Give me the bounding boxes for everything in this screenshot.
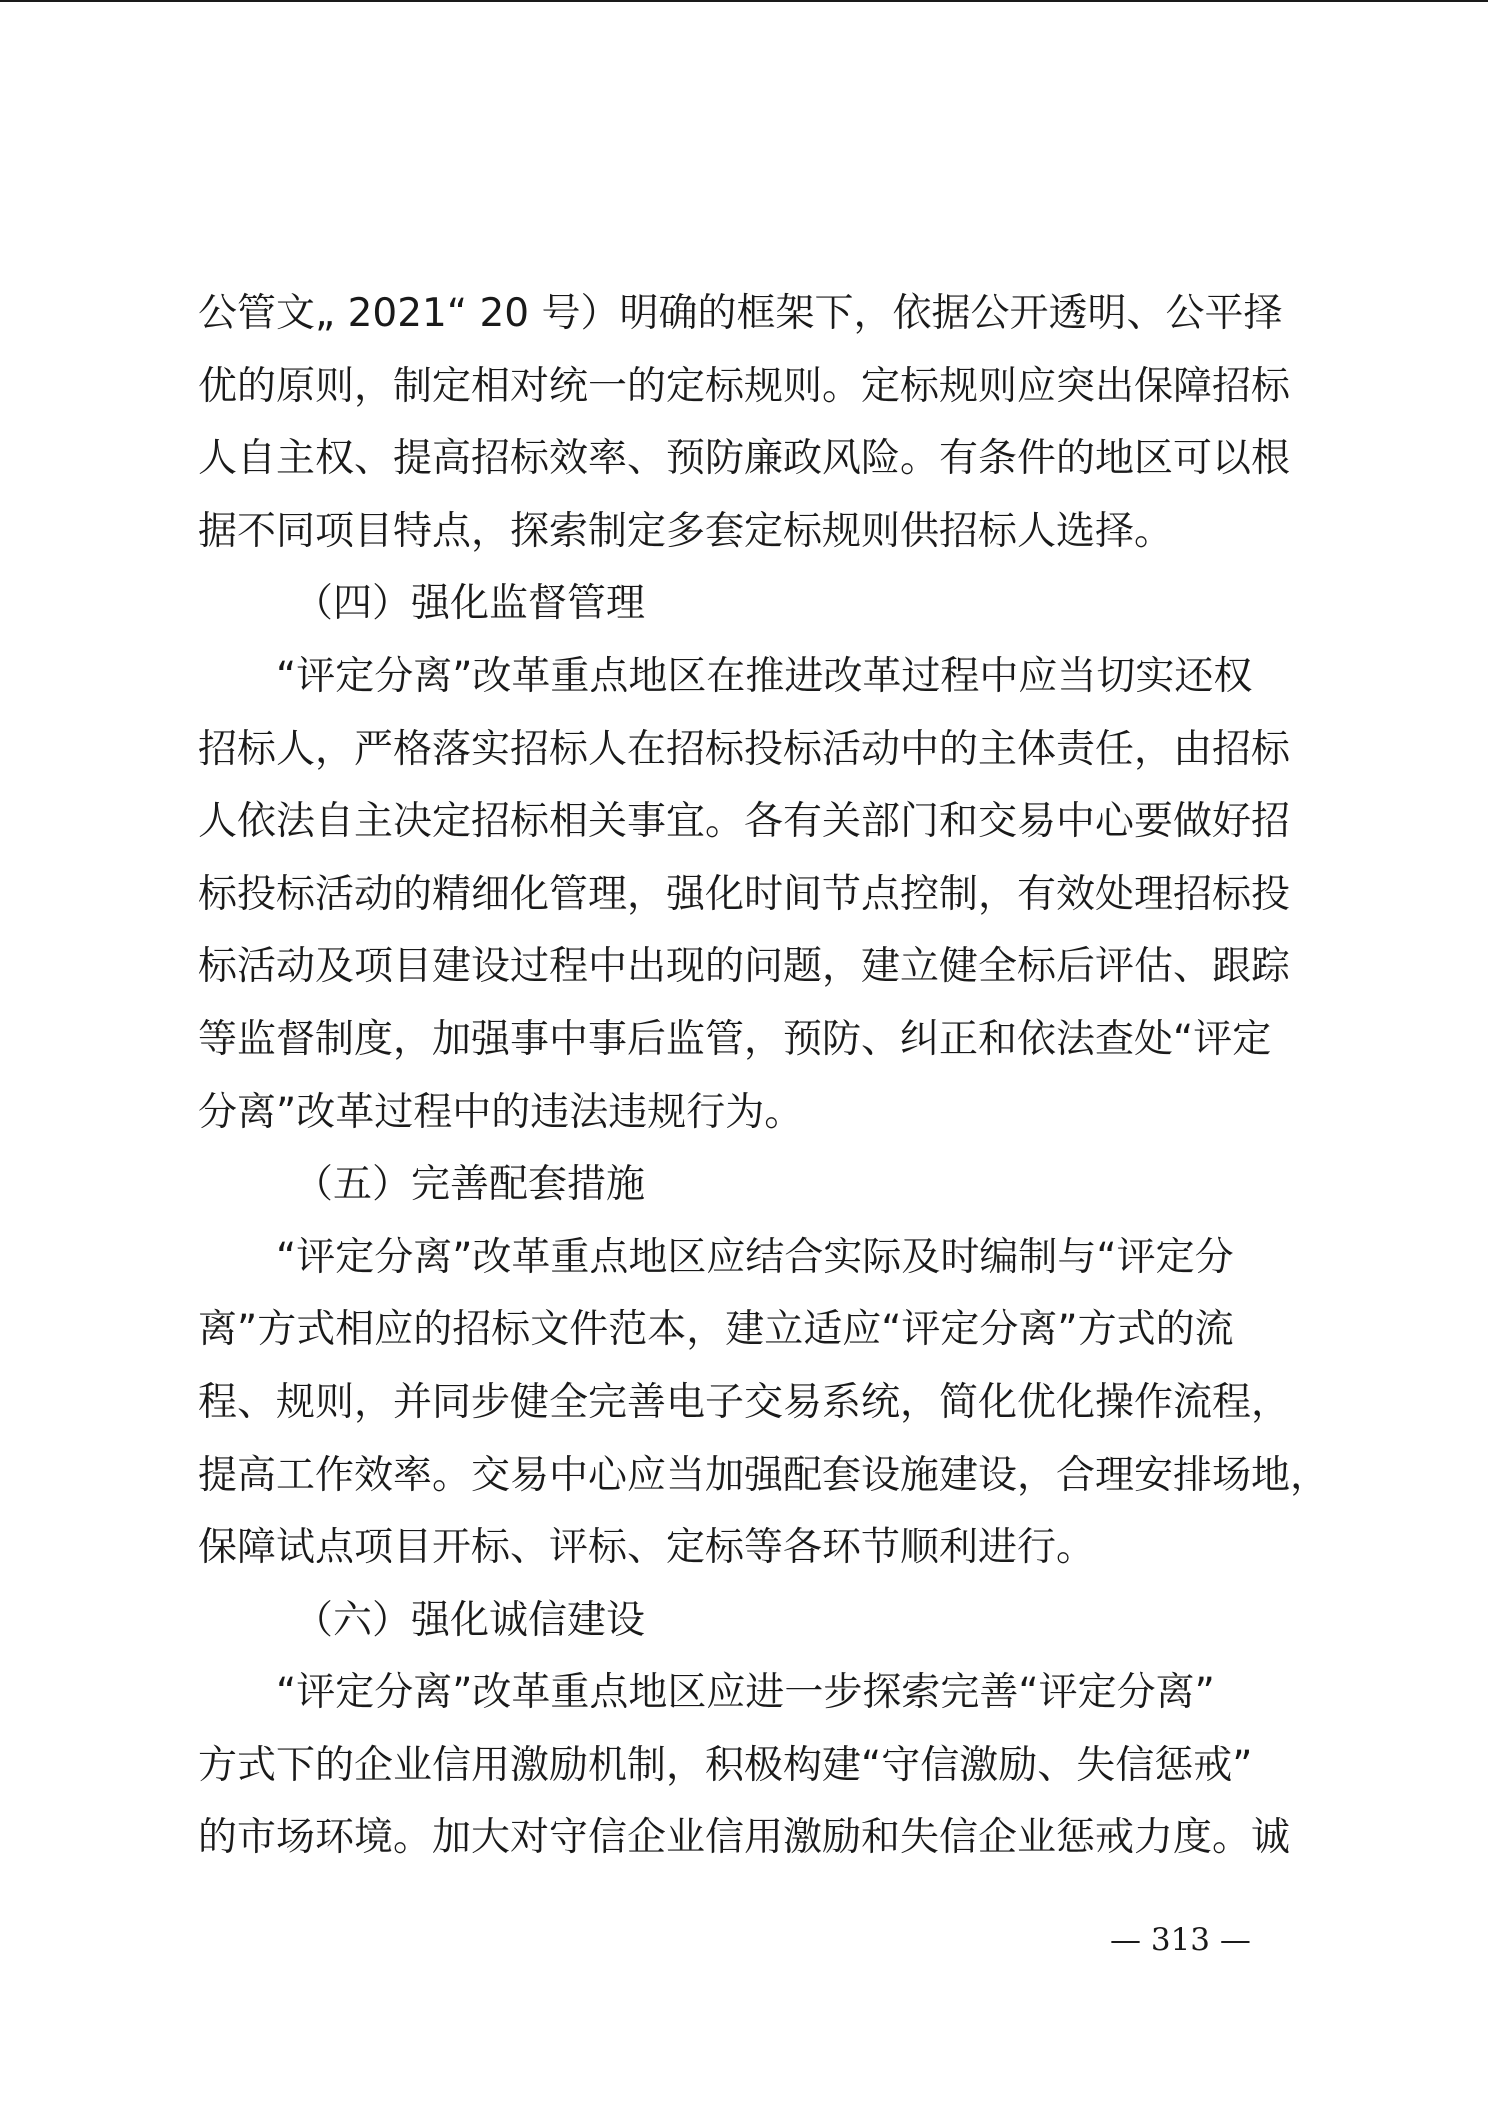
text-line: 招标人，严格落实招标人在招标投标活动中的主体责任，由招标 xyxy=(198,726,1291,772)
body-text xyxy=(198,278,1330,1875)
text-line: 程、规则，并同步健全完善电子交易系统，简化优化操作流程， xyxy=(198,1379,1291,1425)
text-line: 等监督制度，加强事中事后监管，预防、纠正和依法查处“评定 xyxy=(198,1016,1272,1062)
paragraph-first-line: “评定分离”改革重点地区应进一步探索完善“评定分离” xyxy=(276,1670,1215,1716)
text-line: 保障试点项目开标、评标、定标等各环节顺利进行。 xyxy=(198,1525,1096,1571)
text-line: 方式下的企业信用激励机制，积极构建“守信激励、失信惩戒” xyxy=(198,1742,1253,1788)
text-line: 据不同项目特点，探索制定多套定标规则供招标人选择。 xyxy=(198,508,1174,554)
text-line: 标投标活动的精细化管理，强化时间节点控制，有效处理招标投 xyxy=(198,871,1291,917)
text-line: 离”方式相应的招标文件范本，建立适应“评定分离”方式的流 xyxy=(198,1307,1234,1353)
text-line: 人依法自主决定招标相关事宜。各有关部门和交易中心要做好招 xyxy=(198,799,1291,845)
text-line: 优的原则，制定相对统一的定标规则。定标规则应突出保障招标 xyxy=(198,363,1291,409)
text-line: 分离”改革过程中的违法违规行为。 xyxy=(198,1089,804,1135)
section-heading: （四）强化监督管理 xyxy=(294,581,646,627)
text-line: 人自主权、提高招标效率、预防廉政风险。有条件的地区可以根 xyxy=(198,436,1291,482)
page-number: — 313 — xyxy=(1110,1922,1251,1958)
text-line: 提高工作效率。交易中心应当加强配套设施建设，合理安排场地， xyxy=(198,1452,1330,1498)
paragraph-first-line: “评定分离”改革重点地区在推进改革过程中应当切实还权 xyxy=(276,653,1253,699)
section-heading: （五）完善配套措施 xyxy=(294,1162,646,1208)
text-line: 公管文„ 2021“ 20 号）明确的框架下，依据公开透明、公平择 xyxy=(198,291,1283,336)
paragraph-first-line: “评定分离”改革重点地区应结合实际及时编制与“评定分 xyxy=(276,1234,1234,1280)
text-line: 标活动及项目建设过程中出现的问题，建立健全标后评估、跟踪 xyxy=(198,944,1291,990)
text-line: 的市场环境。加大对守信企业信用激励和失信企业惩戒力度。诚 xyxy=(198,1815,1291,1861)
section-heading: （六）强化诚信建设 xyxy=(294,1597,646,1643)
